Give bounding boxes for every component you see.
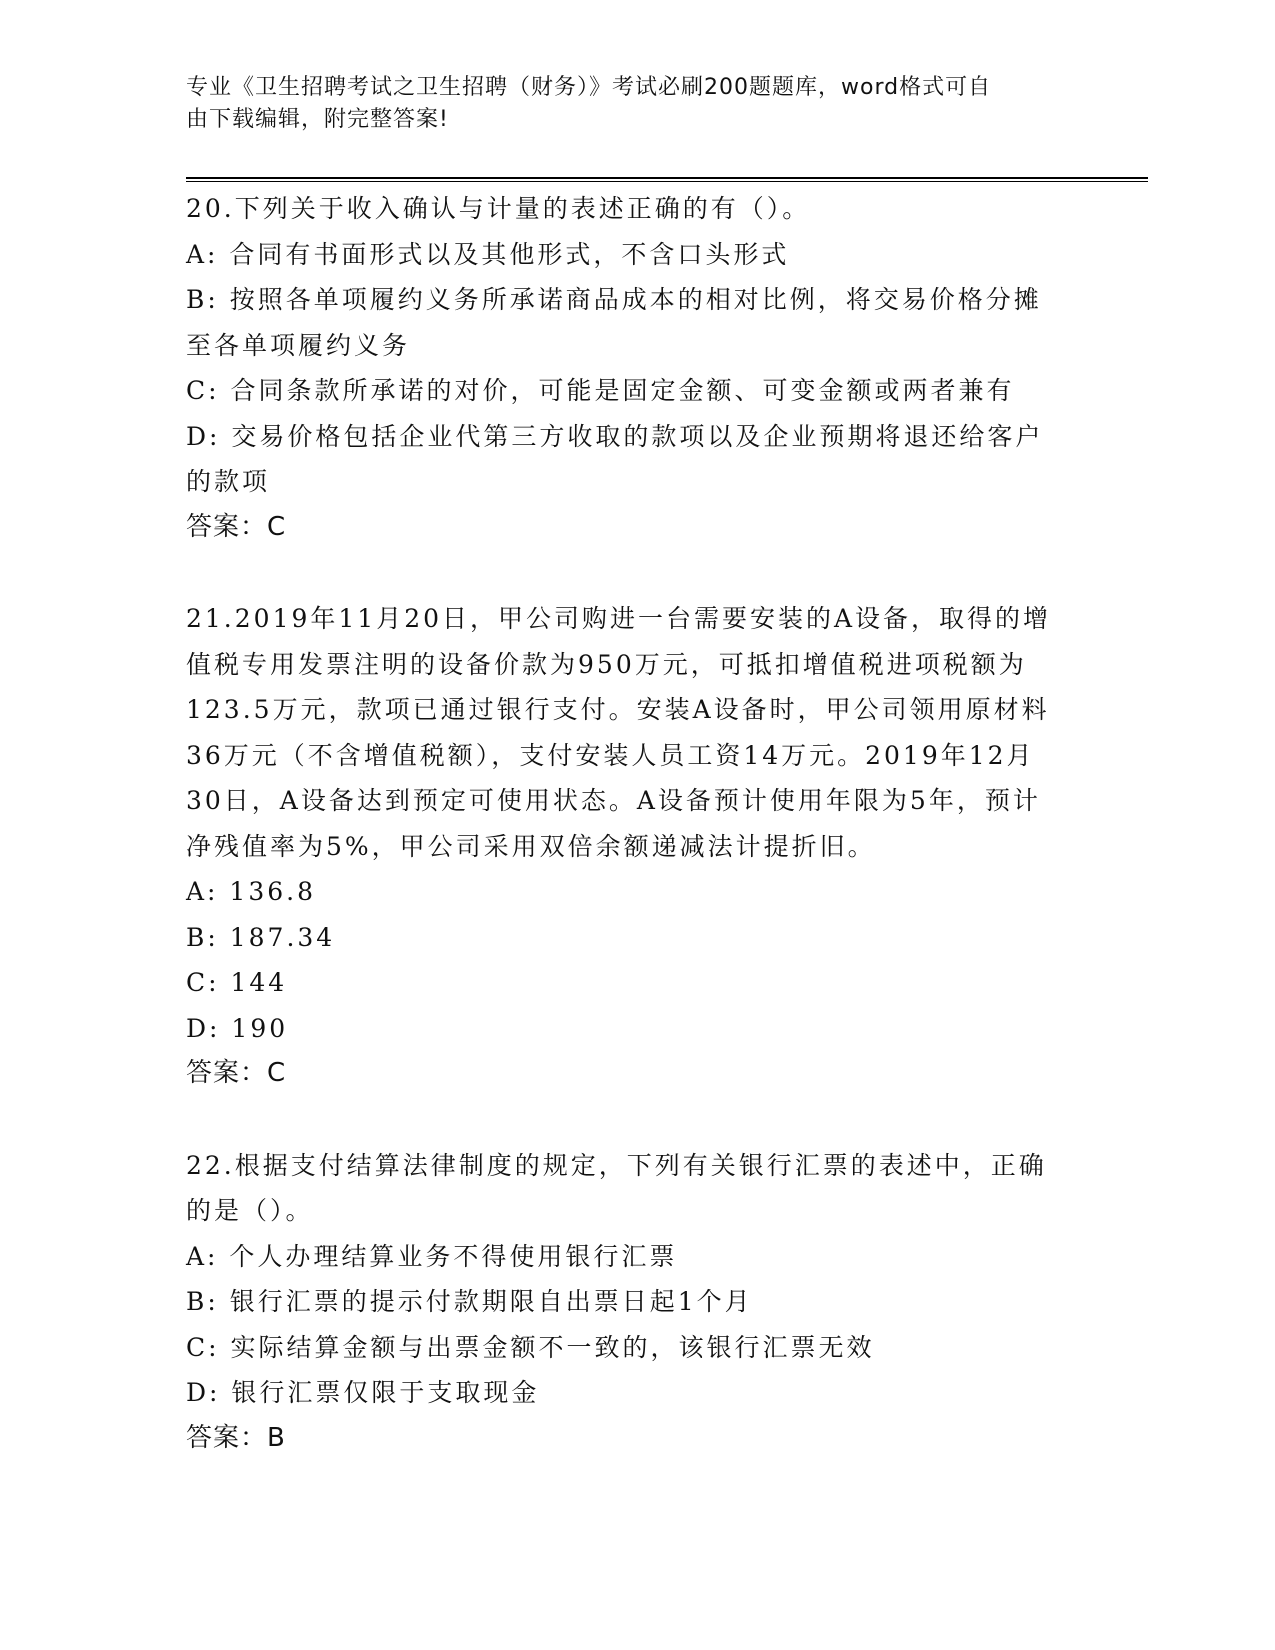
stem-line: 30日，A设备达到预定可使用状态。A设备预计使用年限为5年，预计: [186, 786, 1041, 815]
option-c: [186, 1325, 1076, 1371]
option-line: C: 实际结算金额与出票金额不一致的，该银行汇票无效: [186, 1332, 875, 1362]
question-stem: [186, 1143, 1076, 1234]
option-line: A: 合同有书面形式以及其他形式，不含口头形式: [186, 239, 790, 269]
option-line: D: 交易价格包括企业代第三方收取的款项以及企业预期将退还给客户: [186, 421, 1044, 451]
header-divider-thin: [186, 181, 1148, 182]
stem-line: 123.5万元，款项已通过银行支付。安装A设备时，甲公司领用原材料: [186, 695, 1050, 724]
option-a: [186, 1234, 1076, 1280]
stem-line: 的是（）。: [186, 1196, 314, 1225]
question-stem: [186, 596, 1076, 869]
option-line: D: 190: [186, 1013, 289, 1043]
stem-line: 值税专用发票注明的设备价款为950万元，可抵扣增值税进项税额为: [186, 649, 1027, 679]
question-stem: [186, 186, 1076, 232]
header-divider-thick: [186, 177, 1148, 179]
option-c: [186, 368, 1076, 414]
option-a: [186, 869, 1076, 915]
header-line-2: 由下载编辑，附完整答案!: [186, 107, 449, 132]
option-c: [186, 960, 1076, 1006]
stem-line: 21.2019年11月20日，甲公司购进一台需要安装的A设备，取得的增: [186, 604, 1052, 633]
option-line: D: 银行汇票仅限于支取现金: [186, 1378, 540, 1407]
option-line: A: 136.8: [186, 877, 316, 906]
question-list: [186, 186, 1076, 1461]
document-header: [186, 72, 1066, 136]
stem-line: 净残值率为5%，甲公司采用双倍余额递减法计提折旧。: [186, 831, 876, 861]
option-a: [186, 232, 1076, 278]
option-line: B: 按照各单项履约义务所承诺商品成本的相对比例，将交易价格分摊: [186, 285, 1042, 314]
option-b: [186, 915, 1076, 961]
option-line: C: 合同条款所承诺的对价，可能是固定金额、可变金额或两者兼有: [186, 376, 1015, 405]
answer-text: 答案：C: [186, 511, 287, 542]
question-20: [186, 186, 1076, 550]
option-b: [186, 1279, 1076, 1325]
question-22: [186, 1143, 1076, 1462]
question-21: [186, 596, 1076, 1097]
option-line: A: 个人办理结算业务不得使用银行汇票: [186, 1241, 678, 1271]
option-d: [186, 414, 1076, 505]
answer-text: 答案：C: [186, 1058, 287, 1088]
option-d: [186, 1006, 1076, 1052]
answer-text: 答案：B: [186, 1422, 286, 1453]
option-line: 至各单项履约义务: [186, 330, 411, 360]
option-line: C: 144: [186, 968, 288, 997]
option-d: [186, 1370, 1076, 1416]
stem-line: 22.根据支付结算法律制度的规定，下列有关银行汇票的表述中，正确: [186, 1150, 1047, 1180]
option-line: B: 187.34: [186, 922, 336, 952]
option-b: [186, 277, 1076, 368]
option-line: B: 银行汇票的提示付款期限自出票日起1个月: [186, 1287, 753, 1316]
header-line-1: 专业《卫生招聘考试之卫生招聘（财务）》考试必刷200题题库，word格式可自: [186, 75, 992, 100]
stem-line: 20.下列关于收入确认与计量的表述正确的有（）。: [186, 194, 811, 223]
option-line: 的款项: [186, 467, 271, 496]
stem-line: 36万元（不含增值税额），支付安装人员工资14万元。2019年12月: [186, 740, 1035, 770]
